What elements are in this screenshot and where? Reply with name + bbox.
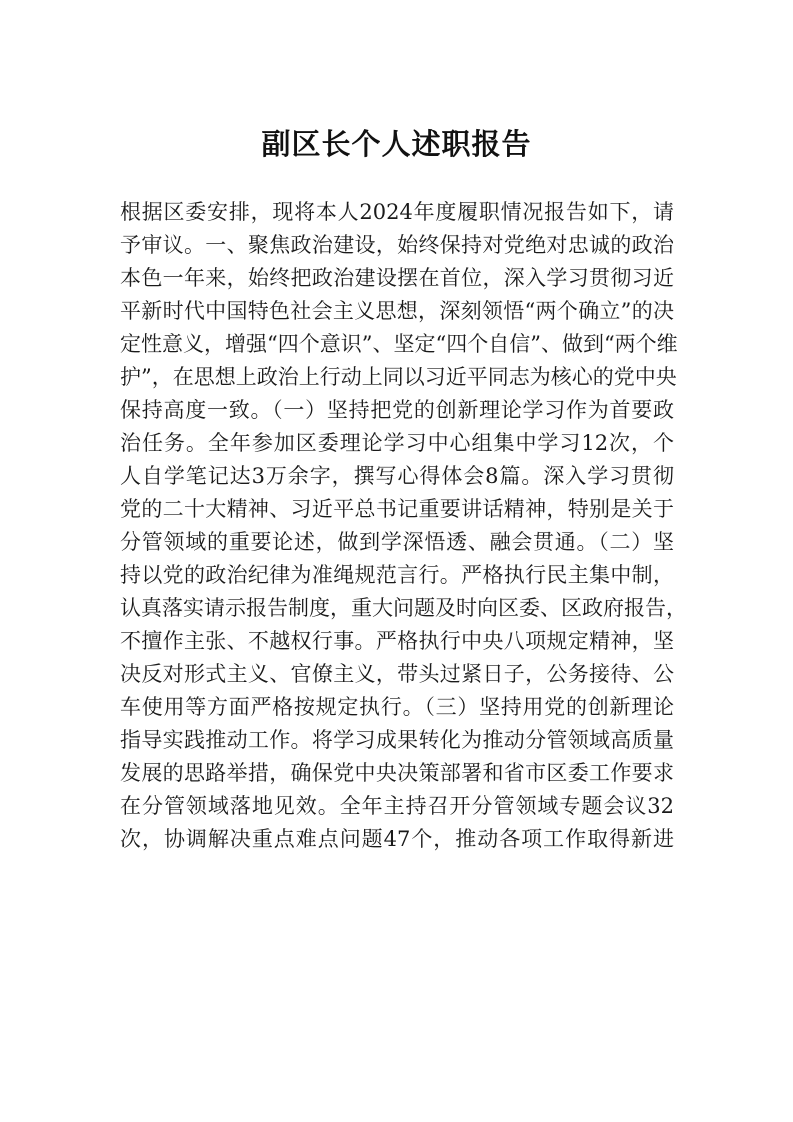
- body-line: 党的二十大精神、习近平总书记重要讲话精神，特别是关于: [120, 497, 674, 521]
- body-line: 平新时代中国特色社会主义思想，深刻领悟“两个确立”的决: [120, 299, 674, 323]
- body-line: 车使用等方面严格按规定执行。（三）坚持用党的创新理论: [120, 695, 674, 719]
- body-line: 指导实践推动工作。将学习成果转化为推动分管领域高质量: [120, 728, 674, 752]
- body-line: 根据区委安排，现将本人2024年度履职情况报告如下，请: [120, 200, 674, 224]
- body-line: 次，协调解决重点难点问题47个，推动各项工作取得新进: [120, 827, 674, 851]
- body-line: 决反对形式主义、官僚主义，带头过紧日子，公务接待、公: [120, 662, 674, 686]
- body-line: 不擅作主张、不越权行事。严格执行中央八项规定精神，坚: [120, 629, 674, 653]
- document-title: 副区长个人述职报告: [261, 127, 532, 161]
- body-line: 认真落实请示报告制度，重大问题及时向区委、区政府报告，: [120, 596, 687, 620]
- body-line: 在分管领域落地见效。全年主持召开分管领域专题会议32: [120, 794, 674, 818]
- body-line: 持以党的政治纪律为准绳规范言行。严格执行民主集中制，: [120, 563, 674, 587]
- body-line: 予审议。一、聚焦政治建设，始终保持对党绝对忠诚的政治: [120, 233, 674, 257]
- body-line: 人自学笔记达3万余字，撰写心得体会8篇。深入学习贯彻: [120, 464, 674, 488]
- document-body: [120, 196, 687, 856]
- body-line: 保持高度一致。（一）坚持把党的创新理论学习作为首要政: [120, 398, 674, 422]
- body-line: 发展的思路举措，确保党中央决策部署和省市区委工作要求: [120, 761, 674, 785]
- body-line: 本色一年来，始终把政治建设摆在首位，深入学习贯彻习近: [120, 266, 674, 290]
- body-line: 定性意义，增强“四个意识”、坚定“四个自信”、做到“两个维: [120, 332, 678, 356]
- body-line: 分管领域的重要论述，做到学深悟透、融会贯通。（二）坚: [120, 530, 674, 554]
- body-line: 治任务。全年参加区委理论学习中心组集中学习12次，个: [120, 431, 674, 455]
- body-line: 护”，在思想上政治上行动上同以习近平同志为核心的党中央: [120, 365, 677, 389]
